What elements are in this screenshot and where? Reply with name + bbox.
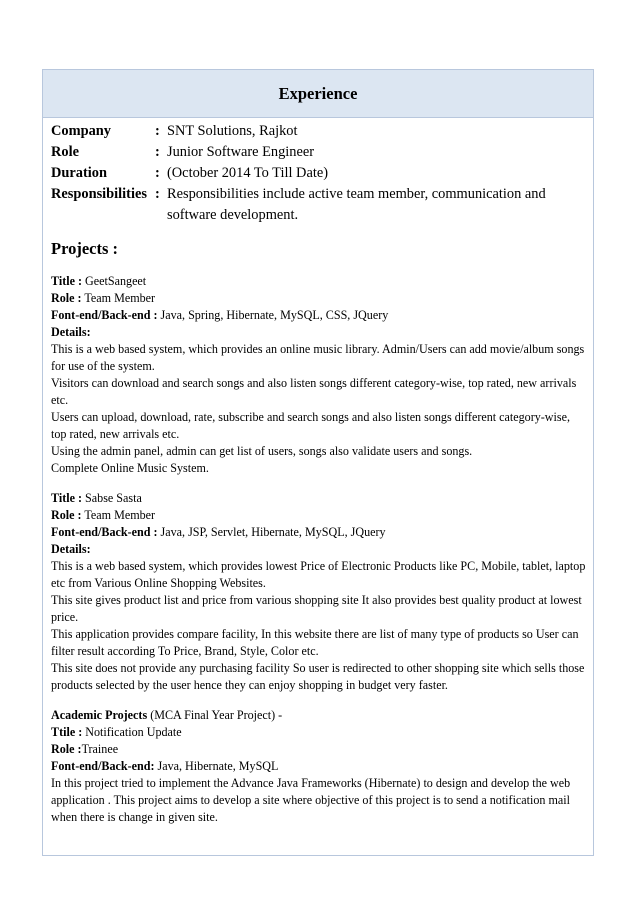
project-role-line: [51, 507, 587, 524]
project-title-line: [51, 724, 587, 741]
details-label-text: Details:: [51, 542, 91, 556]
project-notification-update: [51, 707, 587, 826]
separator: :: [155, 186, 160, 202]
project-sabse-sasta: [51, 490, 587, 694]
title-label: Title :: [51, 491, 83, 505]
detail-line: Users can upload, download, rate, subscribe and search songs and also listen songs different category-wise, top rated, new arrivals etc.: [51, 410, 570, 441]
tech-label: Font-end/Back-end :: [51, 525, 158, 539]
experience-content: [51, 121, 587, 826]
detail-line: This site does not provide any purchasing facility So user is redirected to other shopping site which sells those products selected by the user hence they can enjoy shopping in budget very faster.: [51, 661, 585, 692]
title-value: GeetSangeet: [85, 274, 147, 288]
role-label: Role :: [51, 291, 82, 305]
academic-value: (MCA Final Year Project) -: [150, 708, 283, 722]
project-tech-line: [51, 758, 587, 775]
detail-line: This application provides compare facility, In this website there are list of many type of products so User can filter result according To Price, Brand, Style, Color etc.: [51, 627, 579, 658]
academic-label: Academic Projects: [51, 708, 148, 722]
details-label: [51, 541, 587, 558]
project-title-line: [51, 490, 587, 507]
section-title: Experience: [43, 70, 593, 118]
title-value: Sabse Sasta: [85, 491, 142, 505]
project-role-line: [51, 741, 587, 758]
tech-value: Java, Hibernate, MySQL: [157, 759, 279, 773]
tech-value: Java, JSP, Servlet, Hibernate, MySQL, JQuery: [160, 525, 386, 539]
title-label: Ttile :: [51, 725, 83, 739]
duration-label: Duration: [51, 165, 107, 181]
project-tech-line: [51, 307, 587, 324]
tech-value: Java, Spring, Hibernate, MySQL, CSS, JQuery: [160, 308, 389, 322]
separator: :: [155, 165, 160, 181]
detail-line: This is a web based system, which provides an online music library. Admin/Users can add movie/album songs for use of the system.: [51, 342, 585, 373]
project-tech-line: [51, 524, 587, 541]
role-value: Team Member: [84, 291, 156, 305]
title-label: Title :: [51, 274, 83, 288]
separator: :: [155, 144, 160, 160]
company-value: SNT Solutions, Rajkot: [167, 123, 298, 139]
details-label-text: Details:: [51, 325, 91, 339]
role-value: Team Member: [84, 508, 156, 522]
responsibilities-value: Responsibilities include active team member, communication and software development.: [167, 186, 546, 223]
separator: :: [155, 123, 160, 139]
project-description: In this project tried to implement the Advance Java Frameworks (Hibernate) to design and develop the web application . This project aims to develop a site where objective of this project is to send a notification mail when there is change in given site.: [51, 776, 571, 824]
detail-line: Complete Online Music System.: [51, 461, 209, 475]
role-row: [51, 142, 587, 163]
projects-heading: Projects :: [51, 239, 119, 258]
role-value: Trainee: [81, 742, 119, 756]
responsibilities-row: [51, 184, 587, 226]
project-title-line: [51, 273, 587, 290]
title-value: Notification Update: [85, 725, 182, 739]
experience-box: [42, 69, 594, 856]
role-label: Role: [51, 144, 79, 160]
detail-line: This site gives product list and price from various shopping site It also provides best quality product at lowest price.: [51, 593, 582, 624]
duration-row: [51, 163, 587, 184]
detail-line: Using the admin panel, admin can get list of users, songs also validate users and songs.: [51, 444, 473, 458]
duration-value: (October 2014 To Till Date): [167, 165, 329, 181]
academic-heading-line: [51, 707, 587, 724]
detail-line: This is a web based system, which provides lowest Price of Electronic Products like PC, Mobile, tablet, laptop etc from Various Online Shopping Websites.: [51, 559, 586, 590]
project-role-line: [51, 290, 587, 307]
role-label: Role :: [51, 742, 82, 756]
project-geetsangeet: [51, 273, 587, 477]
tech-label: Font-end/Back-end :: [51, 308, 158, 322]
company-row: [51, 121, 587, 142]
details-label: [51, 324, 587, 341]
detail-line: Visitors can download and search songs and also listen songs different category-wise, top rated, new arrivals etc.: [51, 376, 577, 407]
company-label: Company: [51, 123, 111, 139]
role-label: Role :: [51, 508, 82, 522]
tech-label: Font-end/Back-end:: [51, 759, 155, 773]
responsibilities-label: Responsibilities: [51, 186, 147, 202]
role-value: Junior Software Engineer: [167, 144, 315, 160]
